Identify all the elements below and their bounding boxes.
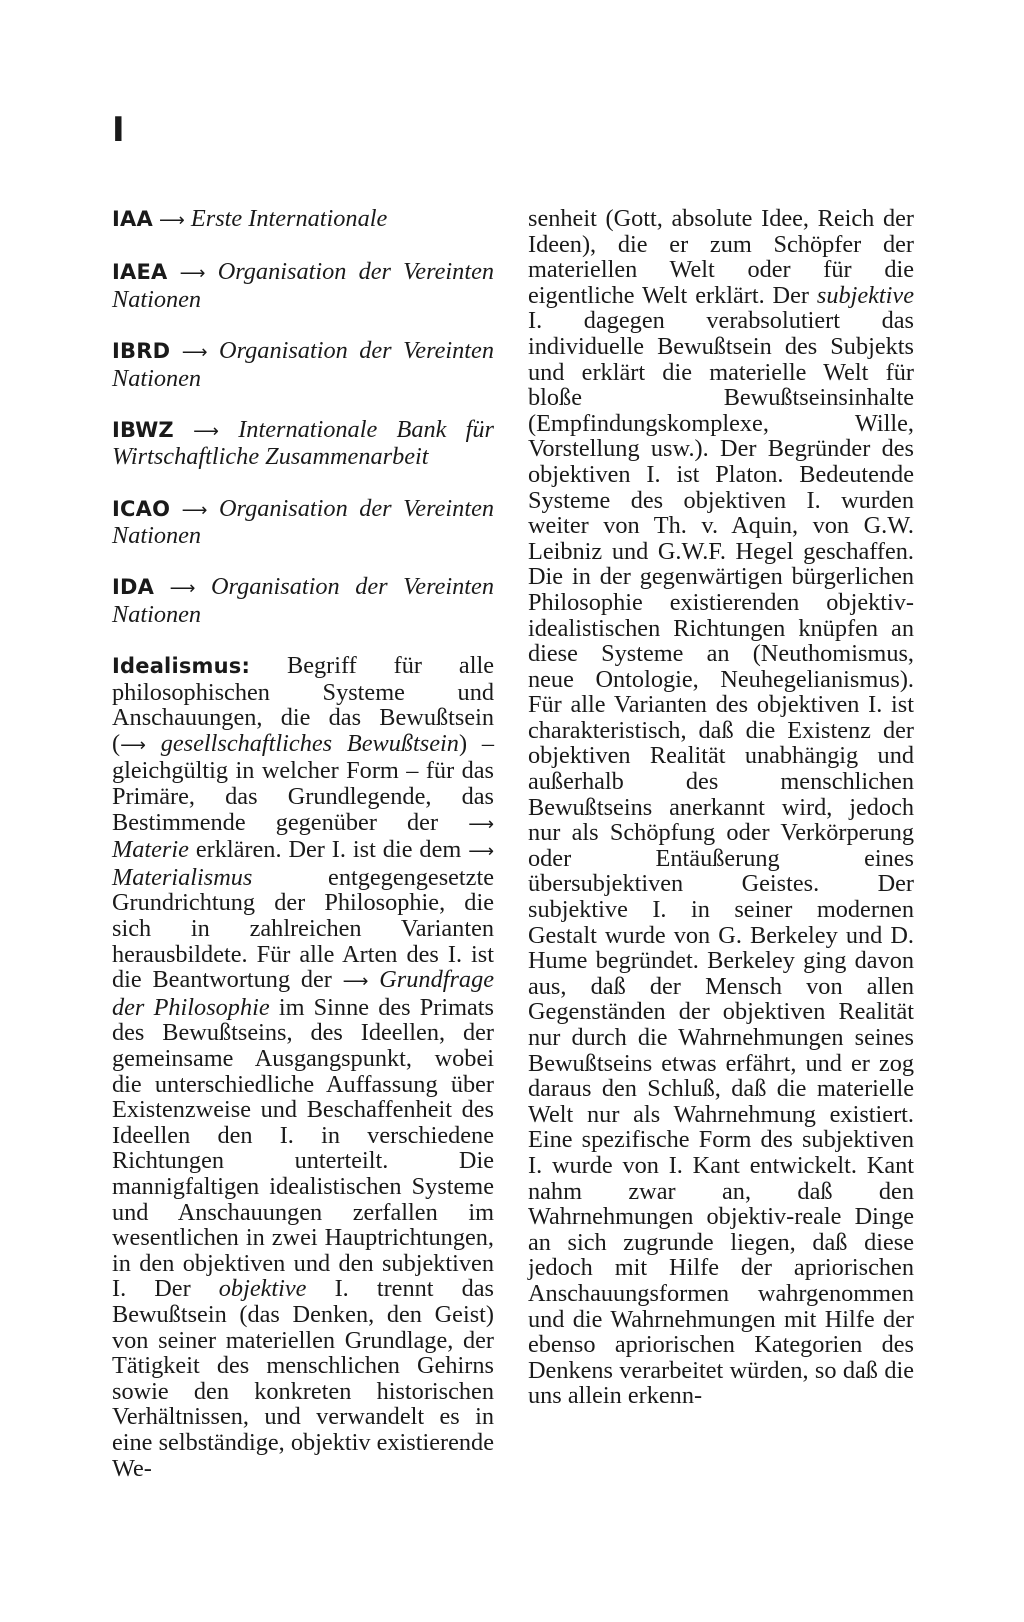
body-text: I. dagegen verabsolutiert das individuelle Bewußtsein des Subjekts und erklärt die materielle Welt für bloße Bewußtseinsinhalte (Empfindungskomplexe, Wille, Vorstellung usw.). Der Begründer des objektiven I. ist Platon. Bedeutende Systeme des objektiven I. wurden weiter von Th. v. Aquin, von G.W. Leibniz und G.W.F. Hegel geschaffen. Die in der gegenwärtigen bürgerlichen Philosophie existierenden objektiv-idealistischen Richtungen knüpfen an diese Systeme an (Neuthomismus, neue Ontologie, Neuhegelianismus). Für alle Varianten des objektiven I. ist charakteristisch, daß die Existenz der objektiven Realität unabhängig und außerhalb des menschlichen Bewußtseins anerkannt wird, jedoch nur als Schöpfung oder Verkörperung oder Entäußerung eines übersubjektiven Geistes. Der subjektive I. in seiner modernen Gestalt wurde von G. Berkeley und D. Hume begründet. Berkeley ging davon aus, daß der Mensch von allen Gegenständen der objektiven Realität nur durch die Wahrnehmungen seines Bewußtseins etwas erfährt, und er zog daraus den Schluß, daß die materielle Welt nur als Wahrnehmung existiert. Eine spezifische Form des subjektiven I. wurde von I. Kant entwickelt. Kant nahm zwar an, daß den Wahrnehmungen objektiv-reale Dinge an sich zugrunde liegen, daß diese jedoch mit Hilfe der apriorischen Anschauungsformen wahrgenommen und die Wahrnehmungen mit Hilfe der ebenso apriorischen Kategorien des Denkens verarbeitet würden, so daß die uns allein erkenn- — [528, 307, 914, 1410]
body-text: entgegengesetzte Grundrichtung der Philosophie, die sich in zahlreichen Varianten herausbildete. Für alle Arten des I. ist die Beantwortung der — [112, 863, 494, 994]
entry-headword: IAEA — [112, 260, 168, 285]
cross-reference: Materialismus — [112, 863, 253, 891]
body-text: Begriff für alle philosophischen Systeme und Anschauungen, die das Bewußtsein ( — [112, 652, 494, 757]
entry-headword: Idealismus: — [112, 654, 251, 679]
body-text: senheit (Gott, absolute Idee, Reich der Ideen), die er zum Schöpfer der materiellen Welt oder für die eigentliche Welt erklärt. Der — [528, 205, 914, 309]
arrow-icon: ⟶ — [193, 420, 219, 442]
emphasis: objektive — [218, 1275, 307, 1303]
entry-idealismus — [112, 653, 494, 1481]
cross-reference: Organisation der Vereinten Nationen — [112, 494, 494, 550]
arrow-icon: ⟶ — [468, 841, 494, 863]
entry-headword: IBWZ — [112, 417, 174, 442]
cross-reference: Organisation der Vereinten Nationen — [112, 336, 494, 392]
cross-reference: Materie — [112, 836, 189, 864]
arrow-icon: ⟶ — [169, 578, 196, 600]
entry-ibrd — [112, 338, 494, 391]
section-letter: I — [112, 110, 125, 150]
entry-ibwz — [112, 417, 494, 470]
emphasis: subjektive — [816, 281, 914, 309]
column-right — [528, 206, 914, 1409]
entry-iaa — [112, 206, 494, 234]
entry-headword: ICAO — [112, 496, 171, 521]
entry-idealismus-continued — [528, 206, 914, 1409]
cross-reference: Internationale Bank für Wirtschaftliche Zusammenarbeit — [112, 415, 495, 471]
arrow-icon: ⟶ — [181, 341, 208, 363]
arrow-icon: ⟶ — [179, 263, 206, 285]
body-text: ) – gleichgültig in welcher Form – für das Primäre, das Grundlegende, das Bestimmende gegenüber der — [112, 729, 494, 836]
entry-headword: IBRD — [112, 338, 171, 363]
arrow-icon: ⟶ — [120, 734, 146, 756]
body-text: im Sinne des Primats des Bewußtseins, des Ideellen, der gemeinsame Ausgangspunkt, wobei die unterschiedliche Auffassung über Existenzweise und Beschaffenheit des Ideellen den I. in verschiedene Richtungen unterteilt. Die mannigfaltigen idealistischen Systeme und Anschauungen zerfallen im wesentlichen in zwei Hauptrichtungen, in den objektiven und den subjektiven I. Der — [112, 993, 495, 1303]
body-text: erklären. Der I. ist die dem — [188, 836, 469, 864]
cross-reference: Erste Internationale — [190, 205, 388, 232]
entry-headword: IDA — [112, 575, 155, 600]
arrow-icon: ⟶ — [181, 499, 208, 521]
column-left — [112, 206, 494, 1481]
entry-headword: IAA — [112, 207, 153, 231]
cross-reference: Organisation der Vereinten Nationen — [112, 573, 494, 628]
arrow-icon: ⟶ — [159, 210, 185, 231]
entry-iaea — [112, 259, 494, 312]
arrow-icon: ⟶ — [468, 813, 494, 835]
arrow-icon: ⟶ — [342, 971, 369, 993]
cross-reference: gesellschaftliches Bewußtsein — [160, 729, 459, 757]
cross-reference: Organisation der Vereinten Nationen — [112, 258, 495, 313]
body-text: I. trennt das Bewußtsein (das Denken, den Geist) von seiner materiellen Grundlage, der Tätigkeit des menschlichen Gehirns sowie den konkreten historischen Verhältnissen, und verwandelt es in eine selbständige, objektiv existierende We- — [112, 1275, 494, 1482]
entry-ida — [112, 574, 494, 627]
entry-icao — [112, 496, 494, 549]
cross-reference: Grundfrage der Philosophie — [112, 966, 494, 1021]
